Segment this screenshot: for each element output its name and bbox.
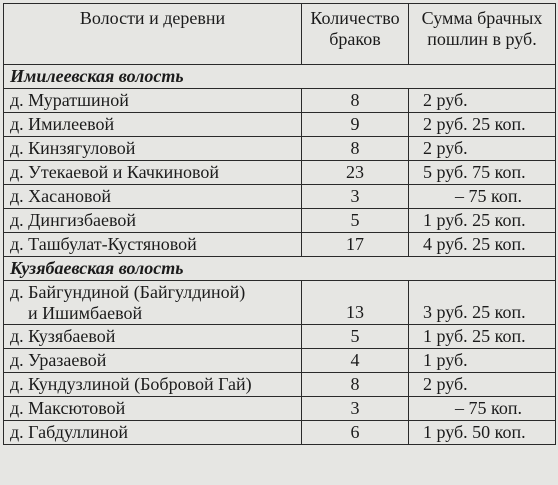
table-row — [4, 281, 556, 325]
village-name: д. Габдуллиной — [4, 421, 302, 445]
marriage-count: 23 — [302, 161, 409, 185]
village-name: д. Кузябаевой — [4, 325, 302, 349]
marriage-count: 17 — [302, 233, 409, 257]
duty-sum: 2 руб. — [409, 89, 556, 113]
table-row — [4, 233, 556, 257]
header-count: Количество браков — [302, 4, 409, 65]
village-name: д. Кундузлиной (Бобровой Гай) — [4, 373, 302, 397]
village-name — [4, 281, 302, 325]
duty-sum: 2 руб. 25 коп. — [409, 113, 556, 137]
duty-sum: 2 руб. — [409, 373, 556, 397]
section-row — [4, 257, 556, 281]
marriage-duties-table — [3, 3, 556, 445]
duty-sum: – 75 коп. — [409, 185, 556, 209]
duty-sum: 3 руб. 25 коп. — [409, 281, 556, 325]
header-volost: Волости и деревни — [4, 4, 302, 65]
marriage-count: 8 — [302, 137, 409, 161]
section-title: Имилеевская волость — [4, 65, 556, 89]
village-name: д. Имилеевой — [4, 113, 302, 137]
table-row — [4, 373, 556, 397]
marriage-count: 5 — [302, 325, 409, 349]
village-name: д. Ташбулат-Кустяновой — [4, 233, 302, 257]
marriage-count: 8 — [302, 89, 409, 113]
marriage-count: 8 — [302, 373, 409, 397]
marriage-count: 9 — [302, 113, 409, 137]
table-row — [4, 397, 556, 421]
table-row — [4, 185, 556, 209]
marriage-count: 6 — [302, 421, 409, 445]
duty-sum: 4 руб. 25 коп. — [409, 233, 556, 257]
marriage-count: 3 — [302, 397, 409, 421]
marriage-count: 5 — [302, 209, 409, 233]
village-name: д. Дингизбаевой — [4, 209, 302, 233]
table-row — [4, 113, 556, 137]
table-row — [4, 161, 556, 185]
table-row — [4, 349, 556, 373]
table-row — [4, 209, 556, 233]
duty-sum: 1 руб. 50 коп. — [409, 421, 556, 445]
marriage-count: 4 — [302, 349, 409, 373]
table-row — [4, 137, 556, 161]
village-name-line: и Ишимбаевой — [28, 303, 143, 323]
duty-sum: 1 руб. — [409, 349, 556, 373]
header-sum: Сумма брачных пошлин в руб. — [409, 4, 556, 65]
duty-sum: 1 руб. 25 коп. — [409, 209, 556, 233]
village-name: д. Кинзягуловой — [4, 137, 302, 161]
table-row — [4, 325, 556, 349]
duty-sum: 5 руб. 75 коп. — [409, 161, 556, 185]
village-name: д. Утекаевой и Качкиновой — [4, 161, 302, 185]
village-name: д. Муратшиной — [4, 89, 302, 113]
duty-sum: 2 руб. — [409, 137, 556, 161]
village-name: д. Хасановой — [4, 185, 302, 209]
village-name-line: д. Байгундиной (Байгулдиной) — [10, 282, 246, 302]
duty-sum: 1 руб. 25 коп. — [409, 325, 556, 349]
table-row — [4, 89, 556, 113]
table-header-row — [4, 4, 556, 65]
marriage-count: 3 — [302, 185, 409, 209]
section-row — [4, 65, 556, 89]
duty-sum: – 75 коп. — [409, 397, 556, 421]
village-name: д. Максютовой — [4, 397, 302, 421]
table-row — [4, 421, 556, 445]
section-title: Кузябаевская волость — [4, 257, 556, 281]
village-name: д. Уразаевой — [4, 349, 302, 373]
marriage-count: 13 — [302, 281, 409, 325]
